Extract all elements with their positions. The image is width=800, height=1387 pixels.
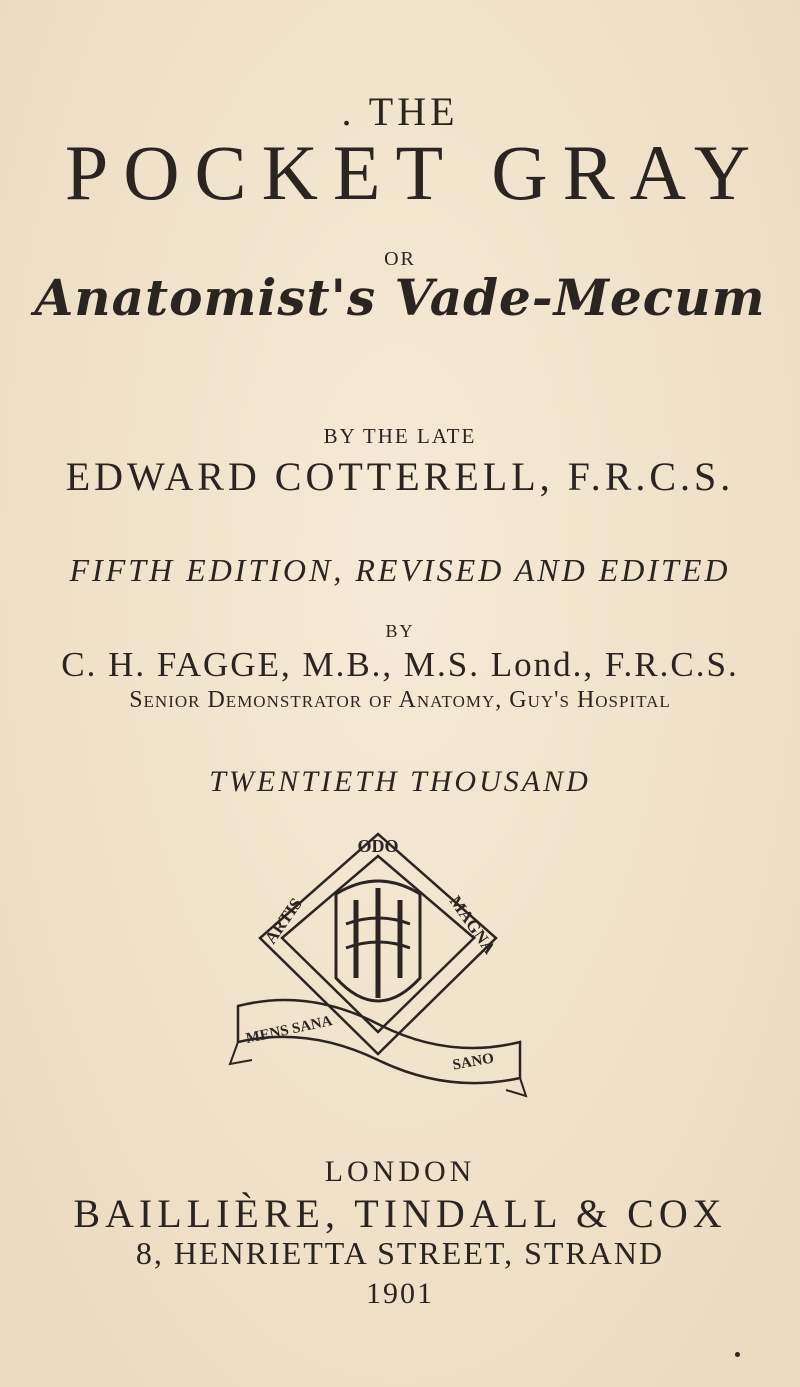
seal-banner <box>238 1000 520 1083</box>
publication-year: 1901 <box>366 1277 434 1310</box>
seal-banner-right: SANO <box>451 1050 496 1074</box>
title-the: . THE <box>341 89 459 134</box>
title-or: OR <box>384 248 416 270</box>
edited-by: BY <box>385 621 415 641</box>
publisher-name: BAILLIÈRE, TINDALL & COX <box>73 1191 727 1236</box>
seal-banner-left: MENS SANA <box>244 1013 334 1048</box>
editor-position: Senior Demonstrator of Anatomy, Guy's Hospital <box>129 687 671 713</box>
ink-speck <box>735 1352 740 1357</box>
author-name: EDWARD COTTERELL, F.R.C.S. <box>65 454 735 499</box>
publisher-seal-icon <box>228 828 528 1118</box>
editor-name: C. H. FAGGE, M.B., M.S. Lond., F.R.C.S. <box>61 645 739 684</box>
imprint-city: LONDON <box>324 1155 476 1188</box>
subtitle: Anatomist's Vade-Mecum <box>34 268 766 327</box>
seal-right-text: MAGNA <box>445 892 500 958</box>
seal-top-text: ODO <box>357 836 399 856</box>
main-title: POCKET GRAY <box>64 129 766 216</box>
by-the-late: BY THE LATE <box>323 424 477 448</box>
print-run: TWENTIETH THOUSAND <box>209 765 591 798</box>
publisher-address: 8, HENRIETTA STREET, STRAND <box>135 1235 665 1271</box>
seal-left-text: ARTIS <box>260 894 307 948</box>
edition-statement: FIFTH EDITION, REVISED AND EDITED <box>69 552 731 588</box>
